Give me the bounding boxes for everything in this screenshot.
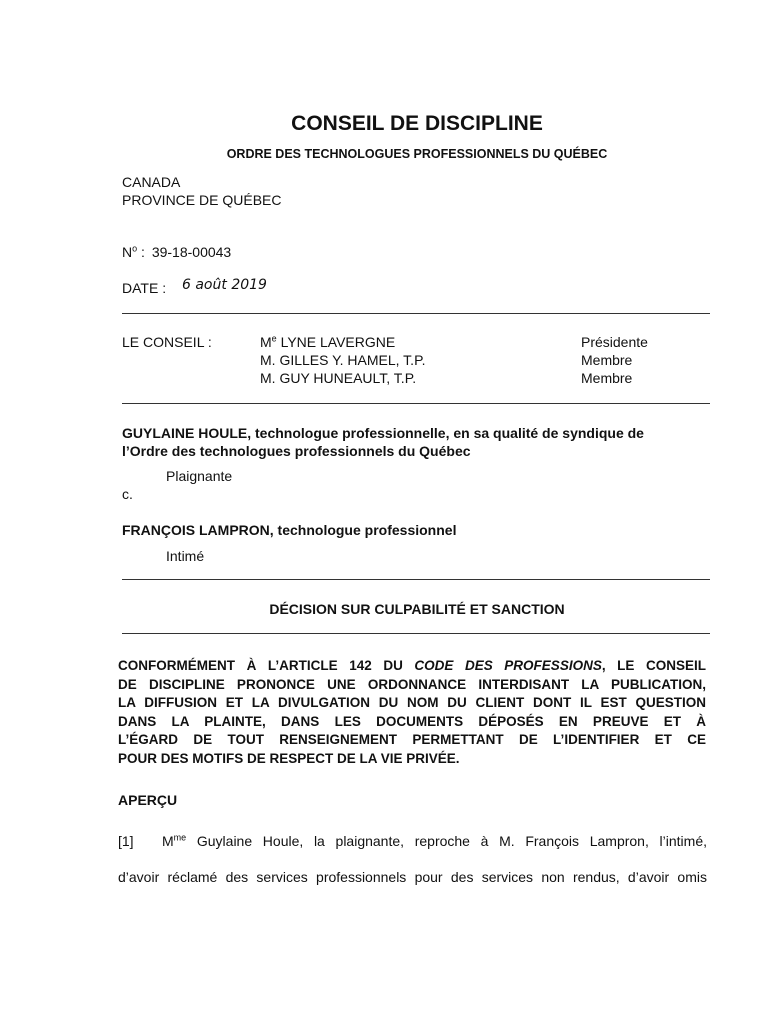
divider <box>122 633 710 634</box>
notice-line: DE DISCIPLINE PRONONCE UNE ORDONNANCE INTERDISANT LA PUBLICATION, <box>118 676 706 692</box>
province-label: PROVINCE DE QUÉBEC <box>122 192 282 208</box>
respondent-name: FRANÇOIS LAMPRON, technologue professionnel <box>122 522 457 538</box>
decision-title: DÉCISION SUR CULPABILITÉ ET SANCTION <box>269 601 565 617</box>
file-number-sep: : <box>137 244 145 260</box>
council-member-name: M. GUY HUNEAULT, T.P. <box>260 370 417 386</box>
plaintiff-name-line1: GUYLAINE HOULE, technologue professionnelle, en sa qualité de syndique de <box>122 425 644 441</box>
paragraph-number: [1] <box>118 833 134 849</box>
paragraph-line: $M^{me}$ Guylaine Houle, la plaignante, reproche à M. François Lampron, l’intimé, <box>162 832 707 849</box>
notice-line: POUR DES MOTIFS DE RESPECT DE LA VIE PRIVÉE. <box>118 750 460 766</box>
overview-heading: APERÇU <box>118 792 178 808</box>
date-value: 6 août 2019 <box>182 277 267 293</box>
council-label: LE CONSEIL : <box>122 334 212 350</box>
council-member-name: Me LYNE LAVERGNE <box>260 333 396 350</box>
notice-line: CONFORMÉMENT À L’ARTICLE 142 DU CODE DES PROFESSIONS, LE CONSEIL <box>118 658 706 673</box>
file-number-label: N <box>122 244 133 260</box>
publication-order-notice <box>118 657 706 768</box>
notice-line: DANS LA PLAINTE, DANS LES DOCUMENTS DÉPOSÉS EN PREUVE ET À <box>118 713 706 729</box>
document-title: CONSEIL DE DISCIPLINE <box>291 112 543 135</box>
plaintiff-name-line2: l’Ordre des technologues professionnels du Québec <box>122 443 471 459</box>
date-label: DATE : <box>122 280 167 296</box>
document-subtitle: ORDRE DES TECHNOLOGUES PROFESSIONNELS DU QUÉBEC <box>226 147 608 161</box>
notice-line: L’ÉGARD DE TOUT RENSEIGNEMENT PERMETTANT DE L’IDENTIFIER ET CE <box>118 732 706 747</box>
divider <box>122 313 710 314</box>
council-member-role: Présidente <box>581 334 648 350</box>
plaintiff-role: Plaignante <box>166 468 233 484</box>
council-member-role: Membre <box>581 370 633 386</box>
council-member-name: M. GILLES Y. HAMEL, T.P. <box>260 352 426 368</box>
divider <box>122 403 710 404</box>
file-number-value: 39-18-00043 <box>151 244 232 260</box>
file-number-label-sup: o <box>132 243 138 254</box>
notice-line: LA DIFFUSION ET LA DIVULGATION DU NOM DU CLIENT DONT IL EST QUESTION <box>118 695 706 710</box>
file-number <box>122 243 231 261</box>
paragraph-line: d’avoir réclamé des services professionnels pour des services non rendus, d’avoir omis <box>118 869 707 885</box>
respondent-role: Intimé <box>166 548 205 564</box>
country-label: CANADA <box>122 174 181 190</box>
versus-label: c. <box>122 486 133 502</box>
divider <box>122 579 710 580</box>
council-member-role: Membre <box>581 352 633 368</box>
